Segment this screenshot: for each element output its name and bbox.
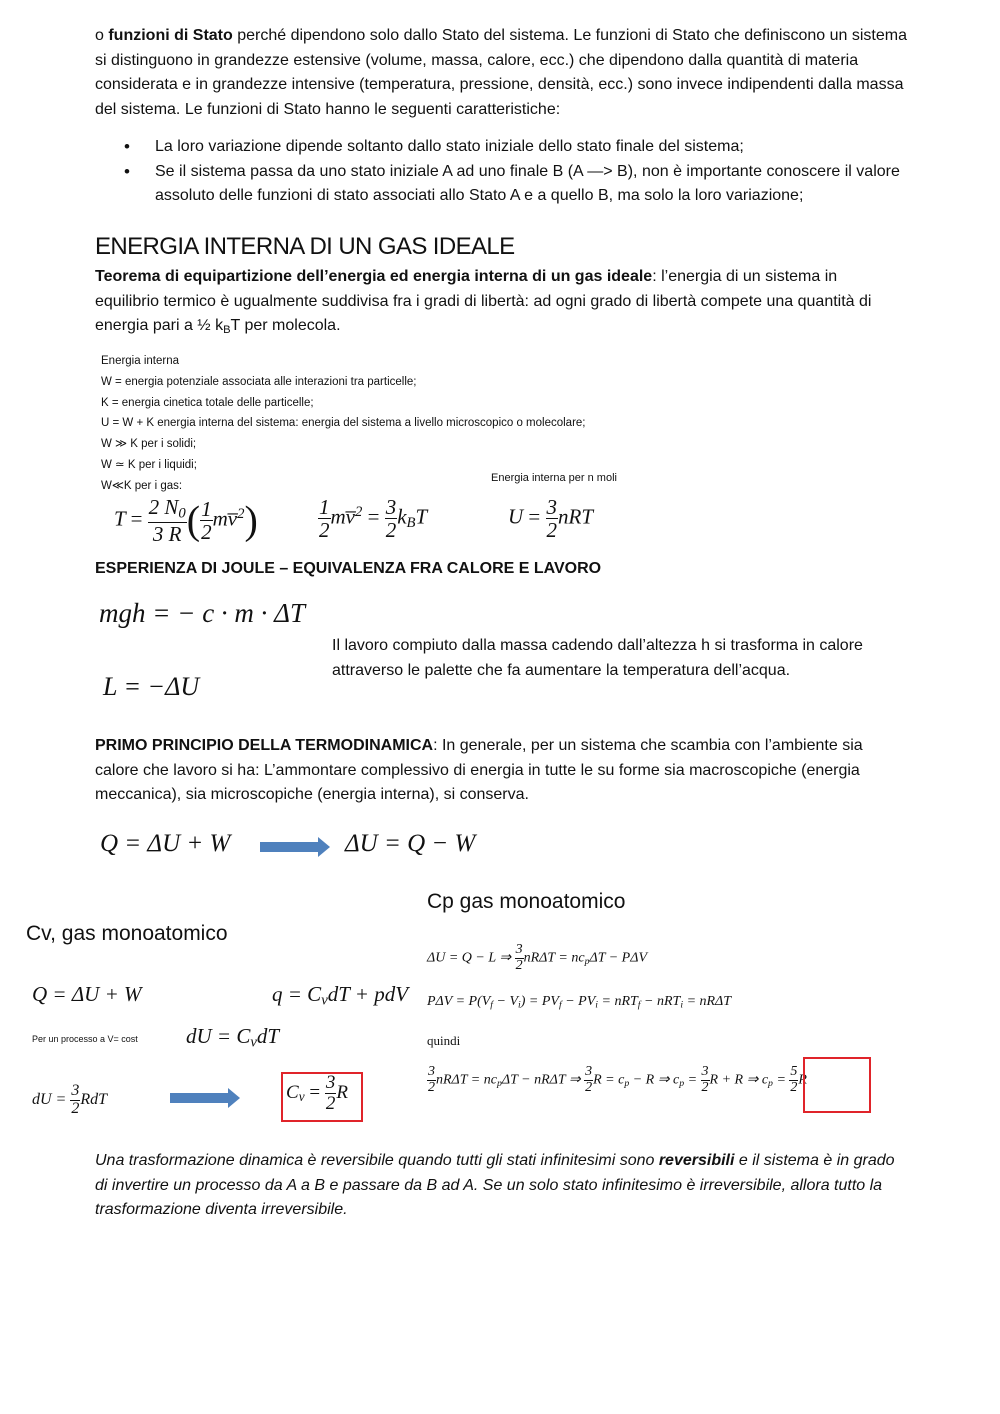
joule-title: ESPERIENZA DI JOULE – EQUIVALENZA FRA CALORE E LAVORO — [95, 560, 602, 577]
n-moles-label: Energia interna per n moli — [491, 472, 617, 484]
cv-equation-4: dU = $\frac{3}{2}$ RdT — [32, 1082, 108, 1117]
theorem-subscript: B — [223, 323, 231, 336]
cv-result: $C_v$ = $\frac{3}{2}$ R — [286, 1072, 348, 1114]
notes-line: W≪K per i gas: — [101, 479, 183, 492]
cv-equation-2: $q = C_vdT$ + pdV — [272, 982, 409, 1009]
cp-equation-3: $\frac{3}{2}$ $nR\Delta T = nc_p\Delta T - nR\Delta T$ ⇒ $\frac{3}{2}$ $R = c_p - R$ ⇒ $c_p$ = $\frac{3}{2}$ R + R ⇒ $c_p$ = $\frac{5}{2}$ R — [428, 1064, 807, 1095]
intro-paragraph — [95, 24, 910, 122]
intro-bold-term: funzioni di Stato — [108, 27, 233, 44]
notes-line: W = energia potenziale associata alle interazioni tra particelle; — [101, 375, 417, 388]
cp-equation-1: ΔU = Q − L ⇒ $\frac{3}{2}$ $nR\Delta T = nc_p\Delta T - P\Delta V$ — [427, 942, 648, 973]
arrow-icon — [260, 842, 320, 852]
cp-equation-2: $P\Delta V = P(V_f - V_i) = PV_f - PV_i = nRT_f - nRT_i = nR\Delta T$ — [427, 994, 732, 1011]
cv-equation-1: Q = ΔU + W — [32, 982, 142, 1006]
closing-bold-term: reversibili — [658, 1152, 735, 1169]
cv-equation-3: dU = $C_vdT$ — [186, 1024, 280, 1051]
notes-line: Energia interna — [101, 355, 179, 367]
joule-equation: mgh = − c · m · ΔT — [99, 598, 306, 628]
temperature-formula: T = $\frac{2 N_0}{3 R}$ ( $\frac{1}{2}$ mv̅$^2$) — [114, 495, 258, 547]
work-equation: L = −ΔU — [103, 672, 200, 701]
theorem-text: : l’energia di un sistema in equilibrio termico è ugualmente suddivisa fra i gradi di libertà: ad ogni grado di libertà compete una quantità di energia pari a ½ k — [95, 268, 872, 334]
intro-text: perché dipendono solo dallo Stato del sistema. Le funzioni di Stato che definiscono un sistema si distinguono in grandezze estensive (volume, massa, calore, ecc.) che dipendono dalla quantità di materia considerata e in grandezze intensive (temperatura, pressione, densità, ecc.) sono invece indipendenti dalla massa del sistema. Le funzioni di Stato hanno le seguenti caratteristiche: — [95, 27, 907, 118]
intro-lead: o — [95, 27, 109, 44]
list-item: • La loro variazione dipende soltanto dallo stato iniziale dello stato finale del sistema; — [95, 135, 905, 160]
list-item: • Se il sistema passa da uno stato iniziale A ad uno finale B (A —> B), non è importante conoscere il valore assoluto delle funzioni di stato associati allo Stato A e a quello B, ma solo la loro variazione; — [95, 160, 905, 209]
notes-line: W ≃ K per i liquidi; — [101, 458, 197, 471]
theorem-title: Teorema di equipartizione dell’energia ed energia interna di un gas ideale — [95, 268, 653, 285]
kinetic-energy-formula: $\frac{1}{2}$ mv̅$^2$ = $\frac{3}{2}$ $k_BT$ — [319, 495, 428, 543]
closing-text-end: e il sistema è in grado di invertire un processo da A a B e passare da B ad A. Se un solo stato infinitesimo è irreversibile, allora tutto la trasformazione diventa irreversibile. — [95, 1152, 895, 1218]
first-law-paragraph — [95, 734, 910, 808]
first-law-text: : In generale, per un sistema che scambia con l’ambiente sia calore che lavoro si ha: L’ammontare complessivo di energia in tutte le su forme sia macroscopiche (energia meccanica), sia microscopiche (energia interna), si conserva. — [95, 737, 863, 803]
closing-text: Una trasformazione dinamica è reversibile quando tutti gli stati infinitesimi sono — [95, 1152, 659, 1169]
cv-title: Cv, gas monoatomico — [26, 922, 228, 945]
joule-description: Il lavoro compiuto dalla massa cadendo dall’altezza h si trasforma in calore attraverso le palette che fa aumentare la temperatura dell’acqua. — [332, 637, 863, 679]
cp-title: Cp gas monoatomico — [427, 890, 626, 913]
bullet-list — [95, 135, 905, 209]
first-law-equation: Q = ΔU + W — [100, 830, 231, 857]
theorem-text-end: T per molecola. — [230, 317, 341, 334]
internal-energy-formula: U = $\frac{3}{2}$ nRT — [508, 495, 594, 543]
cp-result-highlight — [803, 1057, 871, 1113]
section-title: ENERGIA INTERNA DI UN GAS IDEALE — [95, 233, 515, 260]
constant-volume-note: Per un processo a V= cost — [32, 1034, 138, 1044]
quindi-label: quindi — [427, 1033, 461, 1048]
first-law-rearranged: ΔU = Q − W — [345, 830, 476, 857]
arrow-icon — [170, 1093, 230, 1103]
closing-paragraph — [95, 1149, 910, 1223]
theorem-paragraph — [95, 265, 885, 342]
notes-line: W ≫ K per i solidi; — [101, 438, 197, 451]
first-law-title: PRIMO PRINCIPIO DELLA TERMODINAMICA — [95, 737, 434, 754]
notes-line: U = W + K energia interna del sistema: energia del sistema a livello microscopico o molecolare; — [101, 417, 586, 430]
notes-line: K = energia cinetica totale delle particelle; — [101, 396, 314, 409]
